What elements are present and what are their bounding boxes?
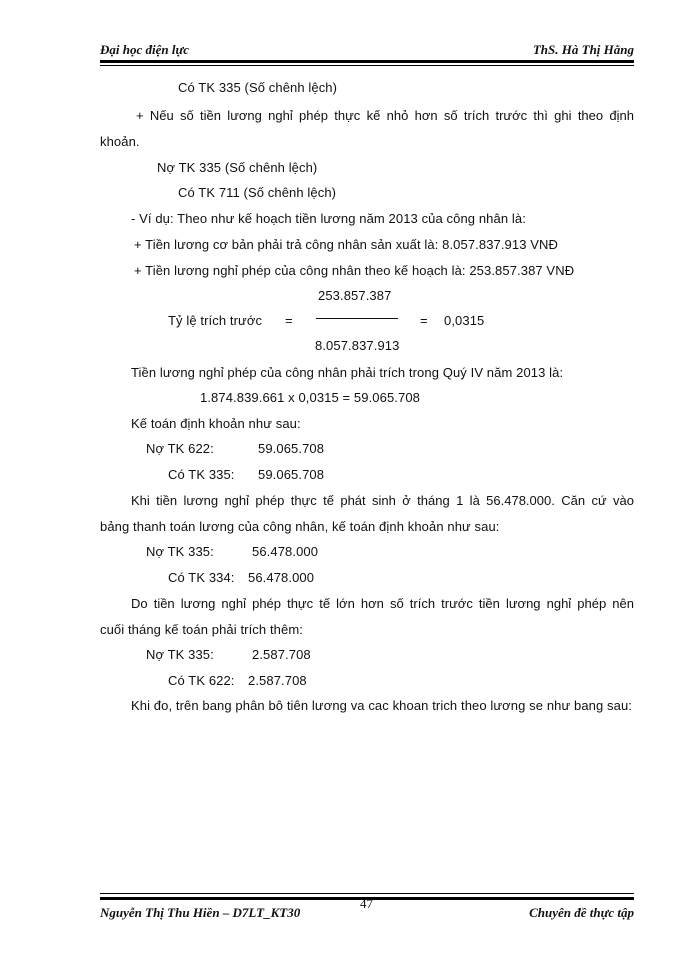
- para-2-line-2: bảng thanh toán lương của công nhân, kế toán định khoản như sau:: [100, 519, 500, 534]
- entry-2-account: Có TK 335:: [168, 467, 235, 482]
- line-example: - Ví dụ: Theo như kế hoạch tiền lương năm 2013 của công nhân là:: [131, 211, 526, 226]
- entry-2-amount: 59.065.708: [258, 467, 325, 482]
- entry-1-account: Nợ TK 622:: [146, 441, 214, 456]
- fraction-result: 0,0315: [444, 313, 485, 328]
- line-calc: 1.874.839.661 x 0,0315 = 59.065.708: [200, 390, 420, 405]
- entry-3-account: Nợ TK 335:: [146, 544, 214, 559]
- entry-6-account: Có TK 622:: [168, 673, 235, 688]
- line-base-salary: + Tiền lương cơ bản phải trả công nhân sản xuất là: 8.057.837.913 VNĐ: [134, 237, 559, 252]
- line-co-tk-711: Có TK 711 (Số chênh lệch): [178, 185, 337, 200]
- para-1-line-1: + Nếu số tiền lương nghỉ phép thực kế nhỏ hơn số trích trước thì ghi theo định: [136, 108, 634, 123]
- line-q4-leave: Tiền lương nghỉ phép của công nhân phải trích trong Quý IV năm 2013 là:: [131, 365, 564, 380]
- header-rule-thin: [100, 65, 634, 66]
- fraction-numerator: 253.857.387: [318, 288, 392, 303]
- line-allocation-intro: Khi đo, trên bang phân bô tiên lương va cac khoan trich theo lương se như bang sau:: [131, 698, 632, 713]
- header-institution: Đại học điện lực: [100, 42, 190, 57]
- fraction-denominator: 8.057.837.913: [315, 338, 400, 353]
- para-3-line-2: cuối tháng kế toán phải trích thêm:: [100, 622, 303, 637]
- para-3-line-1: Do tiền lương nghỉ phép thực tế lớn hơn số trích trước tiền lương nghỉ phép nên: [131, 596, 634, 611]
- line-no-tk-335: Nợ TK 335 (Số chênh lệch): [157, 160, 318, 175]
- entry-5-account: Nợ TK 335:: [146, 647, 214, 662]
- footer-author: Nguyễn Thị Thu Hiền – D7LT_KT30: [100, 905, 301, 920]
- entry-4-amount: 56.478.000: [248, 570, 315, 585]
- line-co-tk-335: Có TK 335 (Số chênh lệch): [178, 80, 338, 95]
- fraction-label: Tỷ lệ trích trước: [168, 313, 263, 328]
- fraction-bar: [316, 318, 398, 319]
- para-1-line-2: khoản.: [100, 134, 140, 149]
- entry-5-amount: 2.587.708: [252, 647, 311, 662]
- entry-4-account: Có TK 334:: [168, 570, 235, 585]
- header-author: ThS. Hà Thị Hằng: [532, 42, 634, 57]
- entry-1-amount: 59.065.708: [258, 441, 325, 456]
- fraction-equals-1: =: [285, 313, 293, 328]
- fraction-equals-2: =: [420, 313, 428, 328]
- line-journal-intro: Kế toán định khoản như sau:: [131, 416, 301, 431]
- entry-6-amount: 2.587.708: [248, 673, 307, 688]
- line-leave-salary: + Tiền lương nghỉ phép của công nhân theo kế hoạch là: 253.857.387 VNĐ: [134, 263, 575, 278]
- page-number: 47: [360, 896, 373, 911]
- footer-rule-thin: [100, 893, 634, 894]
- entry-3-amount: 56.478.000: [252, 544, 319, 559]
- para-2-line-1: Khi tiền lương nghỉ phép thực tế phát sinh ở tháng 1 là 56.478.000. Căn cứ vào: [131, 493, 634, 508]
- footer-doc-type: Chuyên đề thực tập: [529, 905, 634, 920]
- header-rule-thick: [100, 60, 634, 63]
